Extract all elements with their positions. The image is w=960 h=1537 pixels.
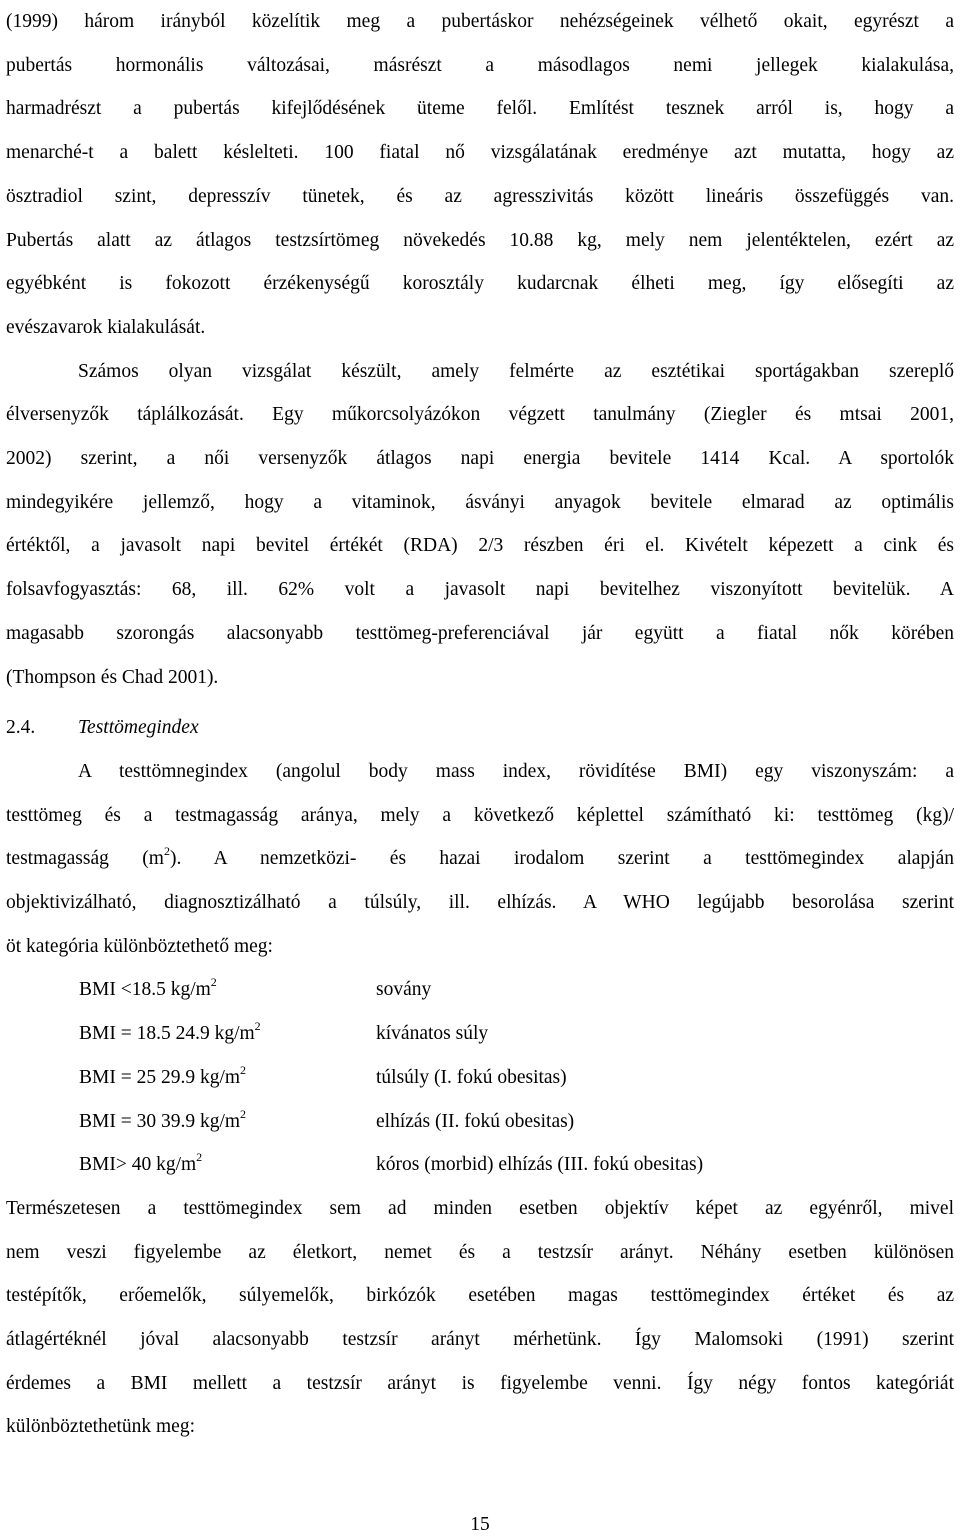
bmi-category: elhízás (II. fokú obesitas) bbox=[376, 1110, 575, 1132]
bmi-range-text: BMI <18.5 kg/m bbox=[79, 979, 211, 1001]
page-number: 15 bbox=[470, 1514, 490, 1535]
text-line: 2002) szerint, a női versenyzők átlagos napi energia bevitele 1414 Kcal. A sportolók bbox=[6, 448, 954, 470]
text-line: pubertás hormonális változásai, másrészt a másodlagos nemi jellegek kialakulása, bbox=[6, 54, 954, 76]
text-fragment: testmagasság (m bbox=[6, 848, 164, 870]
bmi-range bbox=[79, 1056, 246, 1100]
bmi-range-text: BMI = 25 29.9 kg/m bbox=[79, 1066, 241, 1088]
text-line: magasabb szorongás alacsonyabb testtömeg-preferenciával jár együtt a fiatal nők körében bbox=[6, 622, 954, 644]
text-line: (1999) három irányból közelítik meg a pubertáskor nehézségeinek vélhető okait, egyrészt a bbox=[6, 11, 954, 32]
paragraph-bmi-definition bbox=[6, 750, 954, 969]
bmi-range-text: BMI = 18.5 24.9 kg/m bbox=[79, 1023, 255, 1045]
text-fragment: ). A nemzetközi- és hazai irodalom szerint a testtömegindex alapján bbox=[169, 848, 954, 870]
superscript: 2 bbox=[240, 1106, 247, 1121]
paragraph-bmi-limitations bbox=[6, 1187, 954, 1449]
text-line: testtömeg és a testmagasság aránya, mely a következő képlettel számítható ki: testtömeg (kg)/ bbox=[6, 804, 954, 826]
bmi-category: kóros (morbid) elhízás (III. fokú obesitas) bbox=[376, 1154, 704, 1176]
text-line: értéktől, a javasolt napi bevitel értékét (RDA) 2/3 részben éri el. Kivételt képezett a cink és bbox=[6, 535, 954, 557]
bmi-row bbox=[6, 1143, 954, 1187]
text-line: menarché-t a balett késlelteti. 100 fiatal nő vizsgálatának eredménye azt mutatta, hogy az bbox=[6, 142, 954, 164]
bmi-row bbox=[6, 1012, 954, 1056]
superscript: 2 bbox=[196, 1150, 203, 1165]
text-line: Számos olyan vizsgálat készült, amely felmérte az esztétikai sportágakban szereplő bbox=[78, 360, 954, 382]
bmi-range bbox=[79, 1012, 261, 1056]
text-line: harmadrészt a pubertás kifejlődésének üteme felől. Említést tesznek arról is, hogy a bbox=[6, 98, 954, 120]
text-line: ösztradiol szint, depresszív tünetek, és az agresszivitás között lineáris összefüggés van. bbox=[6, 185, 954, 207]
text-line: élversenyzők táplálkozását. Egy műkorcsolyázókon végzett tanulmány (Ziegler és mtsai 2001, bbox=[6, 404, 954, 426]
bmi-category-list bbox=[6, 968, 954, 1186]
text-line: Pubertás alatt az átlagos testzsírtömeg növekedés 10.88 kg, mely nem jelentéktelen, ezért az bbox=[6, 229, 954, 251]
section-title: Testtömegindex bbox=[78, 717, 199, 739]
text-line: nem veszi figyelembe az életkort, nemet és a testzsír arányt. Néhány esetben különösen bbox=[6, 1241, 954, 1263]
bmi-range bbox=[79, 968, 217, 1012]
bmi-category: túlsúly (I. fokú obesitas) bbox=[376, 1066, 567, 1088]
text-line: testépítők, erőemelők, súlyemelők, birkózók esetében magas testtömegindex értéket és az bbox=[6, 1285, 954, 1307]
text-line: mindegyikére jellemző, hogy a vitaminok, ásványi anyagok bevitele elmarad az optimális bbox=[6, 491, 954, 513]
text-line: átlagértéknél jóval alacsonyabb testzsír arányt mérhetünk. Így Malomsoki (1991) szerint bbox=[6, 1329, 954, 1350]
superscript: 2 bbox=[210, 975, 217, 990]
paragraph-pubertas bbox=[6, 0, 954, 350]
superscript: 2 bbox=[163, 844, 170, 859]
document-page bbox=[6, 0, 954, 1449]
section-number: 2.4. bbox=[6, 717, 36, 739]
bmi-range bbox=[79, 1100, 246, 1144]
bmi-row bbox=[6, 1056, 954, 1100]
section-heading bbox=[6, 706, 954, 750]
bmi-range-text: BMI = 30 39.9 kg/m bbox=[79, 1110, 241, 1132]
bmi-row bbox=[6, 1100, 954, 1144]
paragraph-eszteticai-sportagak bbox=[6, 350, 954, 700]
superscript: 2 bbox=[240, 1062, 247, 1077]
text-line bbox=[6, 837, 954, 881]
text-line: objektivizálható, diagnosztizálható a túlsúly, ill. elhízás. A WHO legújabb besorolása szerint bbox=[6, 892, 954, 914]
text-line: Természetesen a testtömegindex sem ad minden esetben objektív képet az egyénről, mivel bbox=[6, 1197, 954, 1219]
text-line: A testtömnegindex (angolul body mass index, rövidítése BMI) egy viszonyszám: a bbox=[78, 760, 954, 782]
bmi-category: sovány bbox=[376, 979, 432, 1001]
bmi-range bbox=[79, 1143, 202, 1187]
bmi-range-text: BMI> 40 kg/m bbox=[79, 1154, 197, 1176]
bmi-row bbox=[6, 968, 954, 1012]
superscript: 2 bbox=[254, 1019, 261, 1034]
bmi-category: kívánatos súly bbox=[376, 1023, 489, 1045]
text-line: különböztethetünk meg: bbox=[6, 1416, 196, 1438]
text-line: evészavarok kialakulását. bbox=[6, 316, 206, 338]
text-line: egyébként is fokozott érzékenységű korosztály kudarcnak élheti meg, így elősegíti az bbox=[6, 273, 954, 295]
text-line: érdemes a BMI mellett a testzsír arányt is figyelembe venni. Így négy fontos kategóriát bbox=[6, 1372, 954, 1394]
text-line: folsavfogyasztás: 68, ill. 62% volt a javasolt napi bevitelhez viszonyított bevitelük. A bbox=[6, 579, 954, 601]
text-line: öt kategória különböztethető meg: bbox=[6, 935, 273, 957]
text-line: (Thompson és Chad 2001). bbox=[6, 666, 219, 688]
